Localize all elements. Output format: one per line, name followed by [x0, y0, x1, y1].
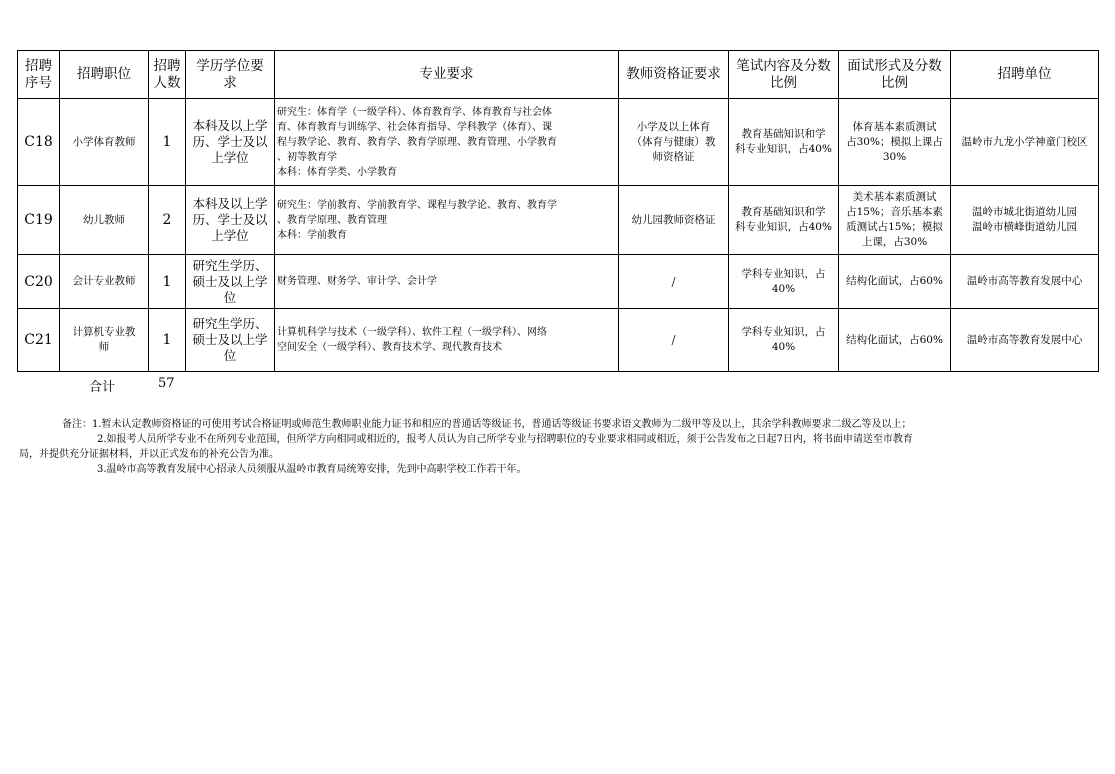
- header-code: 招聘 序号: [25, 57, 52, 91]
- row-code: C19: [18, 186, 60, 255]
- row-certificate: /: [619, 255, 729, 309]
- header-cell: [729, 51, 839, 99]
- row-certificate: /: [619, 309, 729, 372]
- row-education: 研究生学历、 硕士及以上学 位: [186, 255, 275, 309]
- header-cell: [18, 51, 60, 99]
- row-major: [275, 186, 619, 255]
- table-row: [18, 255, 1099, 309]
- row-certificate: 小学及以上体育 （体育与健康）教 师资格证: [619, 99, 729, 186]
- major-line: 空间安全（一级学科）、教育技术学、现代教育技术: [277, 342, 502, 353]
- header-cell: [951, 51, 1099, 99]
- header-cell: [839, 51, 951, 99]
- row-interview: 美术基本素质测试 占15%；音乐基本素 质测试占15%；模拟 上课，占30%: [839, 186, 951, 255]
- major-line: 程与教学论、教育、教育学、教育学原理、教育管理、小学教育: [277, 136, 557, 148]
- row-education: 本科及以上学 历、学士及以 上学位: [186, 99, 275, 186]
- row-unit: 温岭市高等教育发展中心: [951, 309, 1099, 372]
- row-education: 本科及以上学 历、学士及以 上学位: [186, 186, 275, 255]
- header-unit: 招聘单位: [997, 66, 1052, 82]
- note-line: 备注：1.暂未认定教师资格证的可使用考试合格证明或师范生教师职业能力证书和相应的普通话等级证书，普通话等级证书要求语文教师为二级甲等及以上，其余学科教师要求二级乙等及以上；: [62, 419, 912, 430]
- row-code: C18: [18, 99, 60, 186]
- major-line: 育、体育教育与训练学、社会体育指导、学科教学（体育）、课: [277, 121, 552, 133]
- major-line: 财务管理、财务学、审计学、会计学: [277, 276, 437, 287]
- header-cell: [619, 51, 729, 99]
- row-position: 计算机专业教 师: [60, 309, 149, 372]
- row-major: [275, 99, 619, 186]
- major-line: 、教育学原理、教育管理: [277, 214, 387, 226]
- total-label: 合计: [89, 380, 116, 395]
- major-line: 研究生：体育学（一级学科）、体育教育学、体育教育与社会体: [277, 106, 552, 118]
- row-unit: 温岭市九龙小学神童门校区: [951, 99, 1099, 186]
- row-certificate: 幼儿园教师资格证: [619, 186, 729, 255]
- note-line: 局，并提供充分证据材料，并以正式发布的补充公告为准。: [19, 449, 279, 460]
- row-position: 会计专业教师: [60, 255, 149, 309]
- table-row: [18, 186, 1099, 255]
- row-written-exam: 教育基础知识和学 科专业知识，占40%: [729, 186, 839, 255]
- table-row: [18, 309, 1099, 372]
- row-interview: 结构化面试，占60%: [839, 309, 951, 372]
- note-line: 2.如报考人员所学专业不在所列专业范围，但所学方向相同或相近的，报考人员认为自己所学专业与招聘职位的专业要求相同或相近，须于公告发布之日起7日内，将书面申请送至市教育: [97, 434, 913, 445]
- row-major: [275, 255, 619, 309]
- row-count: 1: [149, 309, 186, 372]
- major-line: 本科：学前教育: [277, 229, 347, 241]
- total-value: 57: [158, 376, 175, 391]
- header-written-exam: 笔试内容及分数 比例: [736, 57, 831, 91]
- row-unit: 温岭市高等教育发展中心: [951, 255, 1099, 309]
- table-header-row: [18, 51, 1099, 99]
- row-written-exam: 学科专业知识，占 40%: [729, 309, 839, 372]
- row-written-exam: 学科专业知识，占 40%: [729, 255, 839, 309]
- row-count: 1: [149, 99, 186, 186]
- header-education: 学历学位要 求: [196, 57, 264, 91]
- table-row: [18, 99, 1099, 186]
- row-code: C21: [18, 309, 60, 372]
- note-line: 3.温岭市高等教育发展中心招录人员须服从温岭市教育局统筹安排，先到中高职学校工作若干年。: [97, 464, 527, 475]
- header-position: 招聘职位: [77, 66, 131, 82]
- total-row: [0, 376, 1115, 396]
- major-line: 研究生：学前教育、学前教育学、课程与教学论、教育、教育学: [277, 199, 557, 211]
- row-interview: 结构化面试，占60%: [839, 255, 951, 309]
- row-unit: 温岭市城北街道幼儿园 温岭市横峰街道幼儿园: [951, 186, 1099, 255]
- row-count: 2: [149, 186, 186, 255]
- row-position: 幼儿教师: [60, 186, 149, 255]
- header-major: 专业要求: [419, 66, 474, 82]
- header-cell: [60, 51, 149, 99]
- row-interview: 体育基本素质测试 占30%；模拟上课占 30%: [839, 99, 951, 186]
- major-line: 本科：体育学类、小学教育: [277, 166, 397, 178]
- header-cell: [149, 51, 186, 99]
- row-code: C20: [18, 255, 60, 309]
- row-count: 1: [149, 255, 186, 309]
- header-count: 招聘 人数: [153, 57, 181, 91]
- header-cell: [275, 51, 619, 99]
- row-education: 研究生学历、 硕士及以上学 位: [186, 309, 275, 372]
- recruitment-table: [17, 50, 1099, 372]
- header-interview: 面试形式及分数 比例: [847, 57, 942, 91]
- row-major: [275, 309, 619, 372]
- header-cell: [186, 51, 275, 99]
- major-line: 计算机科学与技术（一级学科）、软件工程（一级学科）、网络: [277, 327, 547, 338]
- row-position: 小学体育教师: [60, 99, 149, 186]
- header-certificate: 教师资格证要求: [626, 66, 721, 82]
- major-line: 、初等教育学: [277, 151, 337, 163]
- row-written-exam: 教育基础知识和学 科专业知识，占40%: [729, 99, 839, 186]
- notes-section: [19, 417, 1102, 477]
